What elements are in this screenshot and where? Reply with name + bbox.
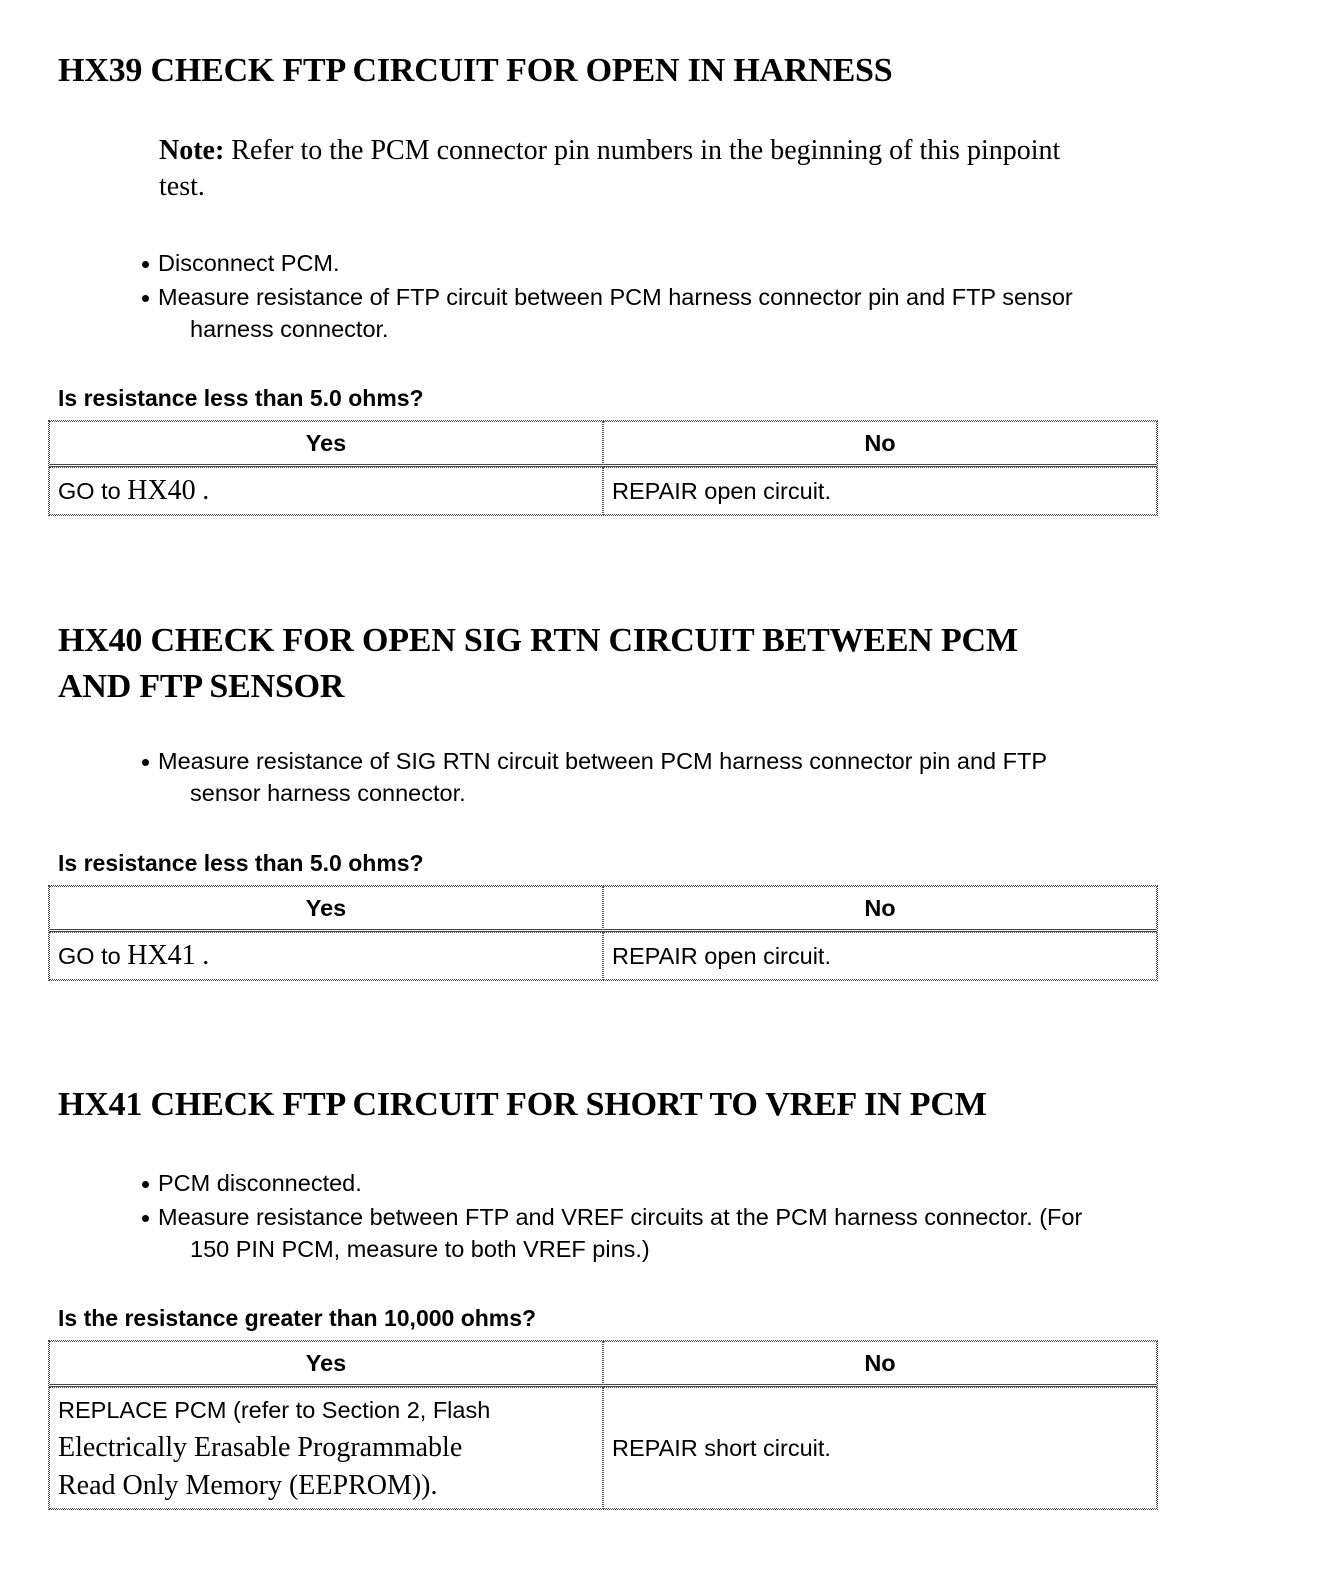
section-title-line: AND FTP SENSOR xyxy=(58,668,345,705)
yes-prefix: GO to xyxy=(58,943,121,969)
note-paragraph xyxy=(159,133,1269,205)
list-item-text: Measure resistance of FTP circuit between PCM harness connector pin and FTP sensor xyxy=(158,284,1073,310)
goto-link-hx41[interactable]: HX41 xyxy=(127,940,196,971)
section-title-hx41: HX41 CHECK FTP CIRCUIT FOR SHORT TO VREF IN PCM xyxy=(58,1086,987,1123)
decision-table-hx39 xyxy=(48,420,1158,516)
list-item-text: Measure resistance between FTP and VREF circuits at the PCM harness connector. (For xyxy=(158,1204,1083,1230)
table-row xyxy=(49,467,1157,515)
goto-link-hx40[interactable]: HX40 xyxy=(127,475,196,506)
yes-prefix: GO to xyxy=(58,478,121,504)
yes-cell xyxy=(49,467,603,515)
list-item-text: PCM disconnected. xyxy=(158,1170,362,1196)
table-row xyxy=(49,932,1157,980)
section-title-line: HX40 CHECK FOR OPEN SIG RTN CIRCUIT BETWEEN PCM xyxy=(58,622,1018,659)
no-header: No xyxy=(603,886,1157,932)
step-list-hx40 xyxy=(141,745,1291,811)
yes-text-line: Electrically Erasable Programmable xyxy=(58,1431,463,1463)
yes-suffix: . xyxy=(202,940,210,971)
table-row xyxy=(49,1387,1157,1509)
step-list-hx39 xyxy=(141,247,1291,347)
list-item-text-continued: harness connector. xyxy=(190,316,389,342)
list-item-text: Disconnect PCM. xyxy=(158,250,340,276)
list-item xyxy=(141,1167,1291,1199)
yes-header: Yes xyxy=(49,421,603,467)
decision-table-hx40 xyxy=(48,885,1158,981)
note-label: Note: xyxy=(159,135,225,166)
yes-text-line: REPLACE PCM (refer to Section 2, Flash xyxy=(58,1396,491,1423)
list-item-text-continued: 150 PIN PCM, measure to both VREF pins.) xyxy=(190,1236,650,1262)
yes-header: Yes xyxy=(49,886,603,932)
yes-header: Yes xyxy=(49,1341,603,1387)
note-text-continued: test. xyxy=(159,171,205,202)
list-item-text-continued: sensor harness connector. xyxy=(190,780,466,806)
yes-text-line: Read Only Memory (EEPROM)). xyxy=(58,1469,438,1501)
yes-suffix: . xyxy=(202,475,210,506)
list-item xyxy=(141,281,1291,345)
question-hx39: Is resistance less than 5.0 ohms? xyxy=(58,385,424,411)
no-cell: REPAIR open circuit. xyxy=(603,467,1157,515)
question-hx40: Is resistance less than 5.0 ohms? xyxy=(58,850,424,876)
note-text: Refer to the PCM connector pin numbers in the beginning of this pinpoint xyxy=(231,135,1061,166)
yes-cell xyxy=(49,1387,603,1509)
section-title-hx40 xyxy=(58,618,1278,710)
no-header: No xyxy=(603,1341,1157,1387)
section-title-hx39: HX39 CHECK FTP CIRCUIT FOR OPEN IN HARNESS xyxy=(58,52,893,89)
step-list-hx41 xyxy=(141,1167,1291,1267)
yes-cell xyxy=(49,932,603,980)
no-header: No xyxy=(603,421,1157,467)
list-item xyxy=(141,1201,1291,1265)
list-item-text: Measure resistance of SIG RTN circuit between PCM harness connector pin and FTP xyxy=(158,748,1048,774)
list-item xyxy=(141,745,1291,809)
no-cell: REPAIR open circuit. xyxy=(603,932,1157,980)
decision-table-hx41 xyxy=(48,1340,1158,1510)
question-hx41: Is the resistance greater than 10,000 ohms? xyxy=(58,1305,537,1331)
list-item xyxy=(141,247,1291,279)
no-cell: REPAIR short circuit. xyxy=(603,1387,1157,1509)
